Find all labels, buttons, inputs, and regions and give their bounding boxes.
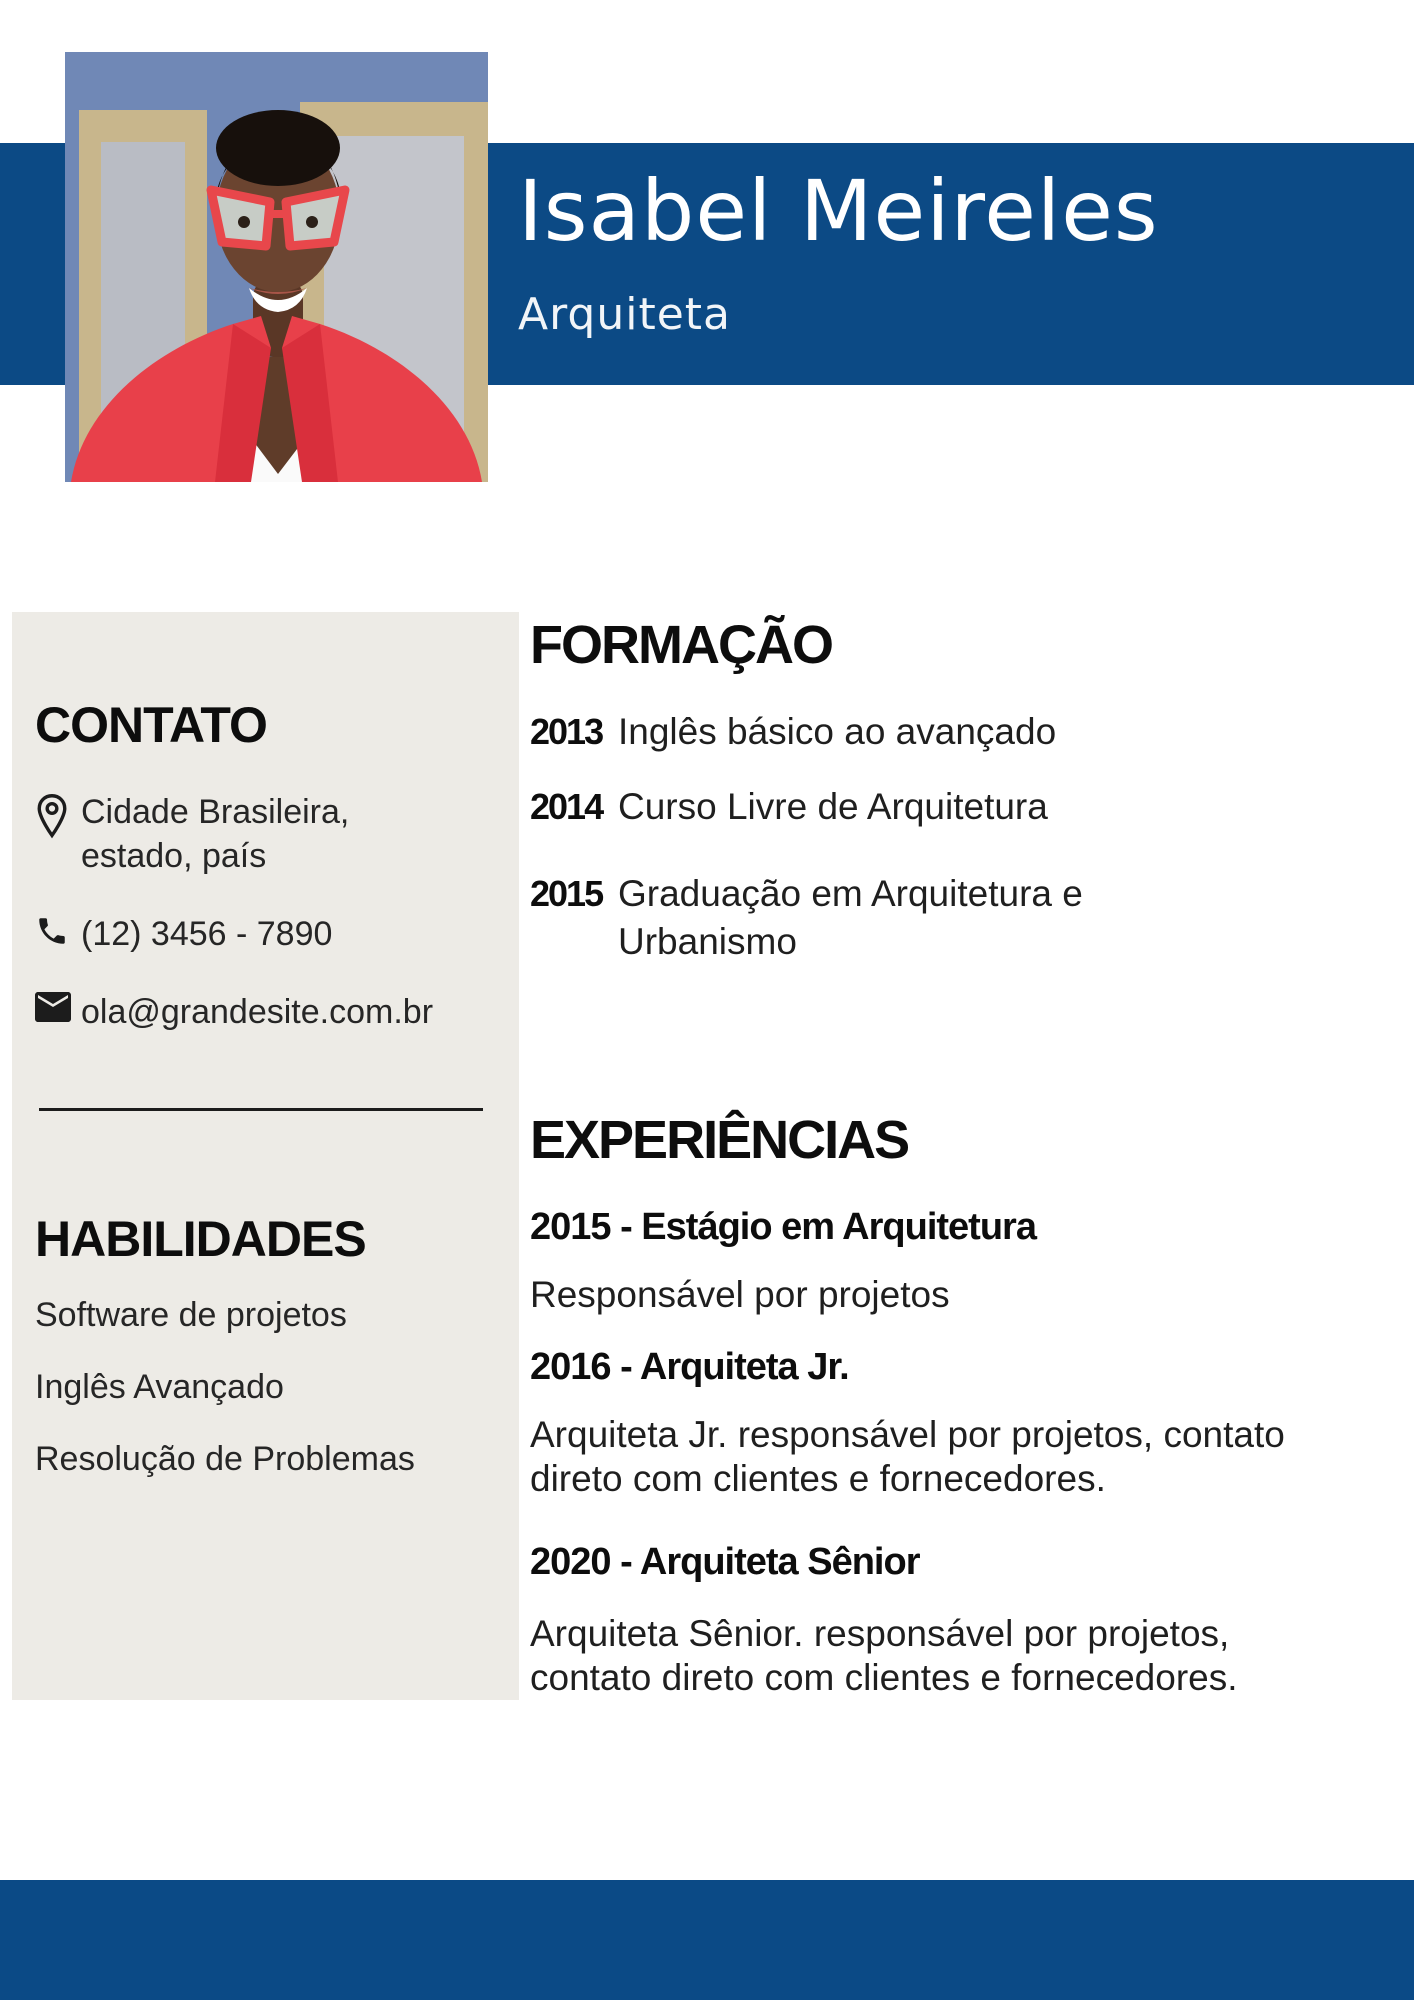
experience-title: 2020 - Arquiteta Sênior [530, 1541, 920, 1583]
contact-email-text: ola@grandesite.com.br [81, 993, 434, 1031]
education-row [530, 708, 1390, 756]
location-pin-icon [35, 790, 81, 842]
education-section [530, 612, 1390, 966]
education-year: 2013 [530, 711, 603, 752]
sidebar [12, 612, 519, 1700]
contact-location-text [81, 790, 349, 878]
skill-item: Software de projetos [35, 1296, 347, 1334]
education-heading: FORMAÇÃO [530, 615, 832, 675]
contact-phone-text: (12) 3456 - 7890 [81, 915, 333, 953]
education-text: Inglês básico ao avançado [618, 711, 1057, 752]
experience-heading: EXPERIÊNCIAS [530, 1110, 909, 1170]
experience-description: Responsável por projetos [530, 1274, 950, 1315]
footer-bar [0, 1880, 1414, 2000]
contact-location-line1: Cidade Brasileira, [81, 793, 350, 831]
skill-item: Resolução de Problemas [35, 1440, 415, 1478]
page-title: Isabel Meireles [518, 162, 1159, 260]
contact-list [35, 790, 499, 1034]
job-title: Arquiteta [518, 289, 731, 340]
skills-heading: HABILIDADES [35, 1211, 366, 1267]
email-icon [35, 990, 81, 1022]
experience-section [530, 1105, 1390, 1700]
education-row [530, 783, 1390, 831]
profile-photo-illustration [65, 52, 488, 482]
phone-icon [35, 912, 81, 948]
education-year: 2015 [530, 873, 603, 914]
experience-title: 2016 - Arquiteta Jr. [530, 1346, 849, 1388]
education-text: Graduação em Arquitetura e Urbanismo [618, 873, 1083, 962]
education-row [530, 870, 1390, 966]
contact-item-phone [35, 912, 499, 956]
skill-item: Inglês Avançado [35, 1368, 284, 1406]
contact-location-line2: estado, país [81, 837, 267, 875]
contact-item-email [35, 990, 499, 1034]
experience-description: Arquiteta Sênior. responsável por projetos, contato direto com clientes e fornecedores. [530, 1613, 1238, 1698]
contact-item-location [35, 790, 499, 878]
sidebar-divider [39, 1108, 483, 1111]
experience-title: 2015 - Estágio em Arquitetura [530, 1206, 1036, 1248]
education-year: 2014 [530, 786, 603, 827]
education-list [530, 708, 1390, 966]
experience-description: Arquiteta Jr. responsável por projetos, contato direto com clientes e fornecedores. [530, 1414, 1285, 1499]
profile-photo [65, 52, 488, 482]
contact-heading: CONTATO [35, 697, 267, 753]
skills-list [35, 1297, 499, 1477]
education-text: Curso Livre de Arquitetura [618, 786, 1048, 827]
